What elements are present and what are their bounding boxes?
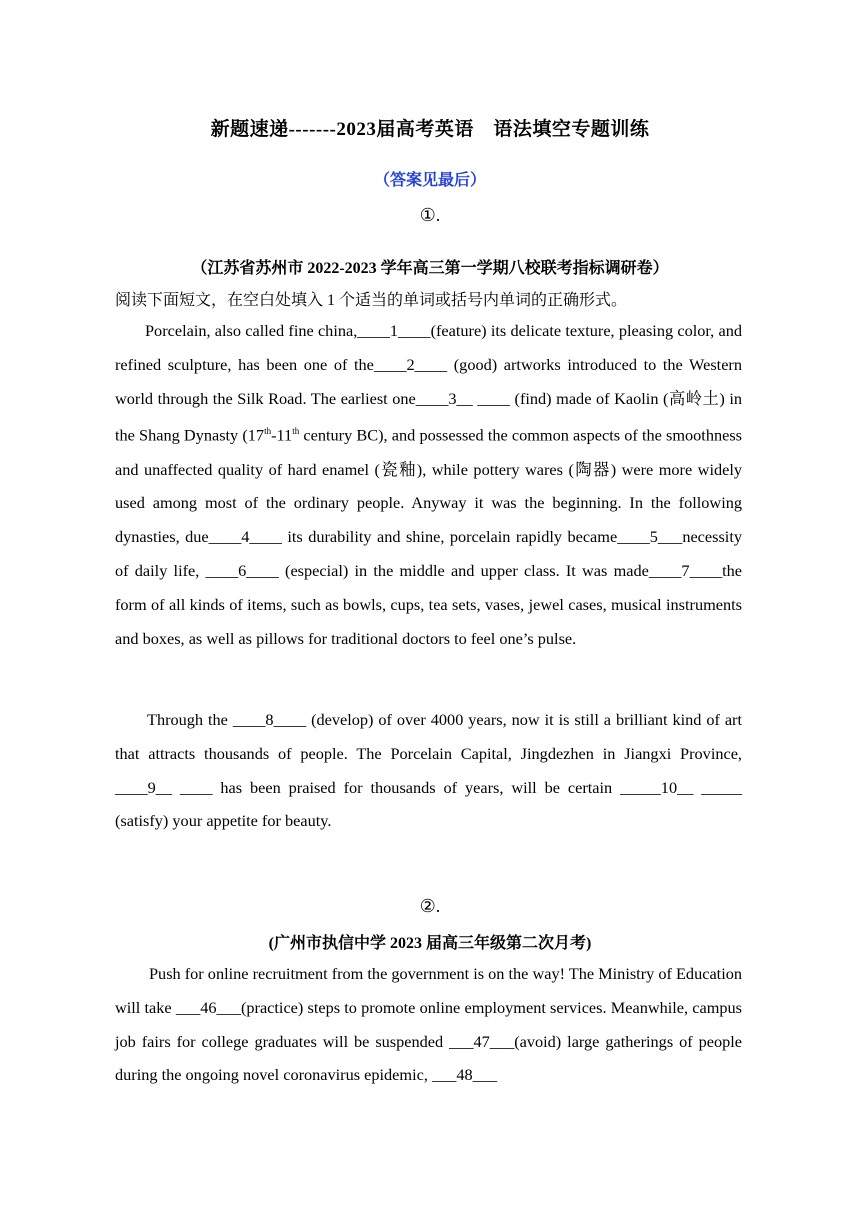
blank-6: ____6____	[205, 561, 279, 580]
blank-1: ____1____	[357, 321, 431, 340]
section-1-paragraph-1	[115, 314, 742, 655]
passage-text: (satisfy) your appetite for beauty.	[115, 811, 332, 831]
passage-text: Through the	[147, 710, 233, 729]
section-1-paragraph-2	[115, 703, 742, 838]
passage-text: the form of all kinds of items, such as bowls, cups, tea sets, vases, jewel cases, musical instruments and boxes, as well as pillows for traditional doctors to feel one’s pulse.	[115, 561, 743, 648]
blank-5: ____5___	[617, 527, 683, 547]
blank-4: ____4____	[208, 527, 282, 547]
passage-text: (practice) steps to promote online employment services. Meanwhile, campus job fairs for college graduates will be suspended	[115, 997, 743, 1051]
passage-text: (find) made of Kaolin (高岭土) in the Shang Dynasty (17	[115, 388, 743, 445]
superscript: th	[292, 426, 300, 437]
document-title: 新题速递-------2023届高考英语 语法填空专题训练	[210, 119, 650, 140]
superscript: th	[264, 426, 272, 437]
blank-46: ___46___	[175, 997, 241, 1017]
section-1-number: ①.	[419, 205, 441, 225]
passage-text: century BC), and possessed the common aspects of the smoothness and unaffected quality of hard enamel (瓷釉), while pottery wares (陶器) were more widely used among most of the ordinary people. Anyway it was the beginning. In the following dynasties, due	[115, 425, 742, 547]
passage-text: -11	[271, 425, 293, 445]
answer-note: （答案见最后）	[373, 172, 486, 189]
blank-48: ___48___	[431, 1065, 498, 1085]
passage-text: (develop) of over 4000 years, now it is still a brilliant kind of art that attracts thousands of people. The Porcelain Capital, Jingdezhen in Jiangxi Province,	[115, 710, 743, 763]
blank-8: ____8____	[232, 710, 307, 729]
blank-10: _____10__ _____	[620, 777, 742, 797]
passage-text: (good) artworks introduced to the Western world through the Silk Road. The earliest one	[115, 354, 742, 408]
passage-text: (avoid) large gatherings of people during the ongoing novel coronavirus epidemic,	[115, 1031, 742, 1085]
blank-9: ____9__ ____	[115, 777, 213, 797]
passage-text: Porcelain, also called fine china,	[145, 321, 358, 340]
section-2-source: (广州市执信中学 2023 届高三年级第二次月考)	[268, 935, 592, 952]
blank-2: ____2____	[373, 354, 448, 374]
section-1-source: （江苏省苏州市 2022-2023 学年高三第一学期八校联考指标调研卷）	[191, 260, 669, 277]
passage-text: its durability and shine, porcelain rapidly became	[281, 527, 618, 547]
section-2-paragraph-1	[115, 957, 742, 1092]
section-2-number: ②.	[419, 896, 441, 916]
section-1-instruction: 阅读下面短文，在空白处填入 1 个适当的单词或括号内单词的正确形式。	[115, 292, 628, 309]
passage-text: Push for online recruitment from the government is on the way! The Ministry of Education will take	[115, 964, 742, 1017]
passage-text: (especial) in the middle and upper class. It was made	[278, 561, 649, 580]
passage-text: (feature) its delicate texture, pleasing color, and refined sculpture, has been one of the	[115, 321, 742, 374]
blank-47: ___47___	[449, 1031, 515, 1051]
passage-text: has been praised for thousands of years, will be certain	[212, 777, 621, 797]
blank-7: ____7____	[648, 561, 723, 580]
passage-text: necessity of daily life,	[115, 527, 742, 580]
blank-3: ____3__ ____	[415, 388, 510, 408]
